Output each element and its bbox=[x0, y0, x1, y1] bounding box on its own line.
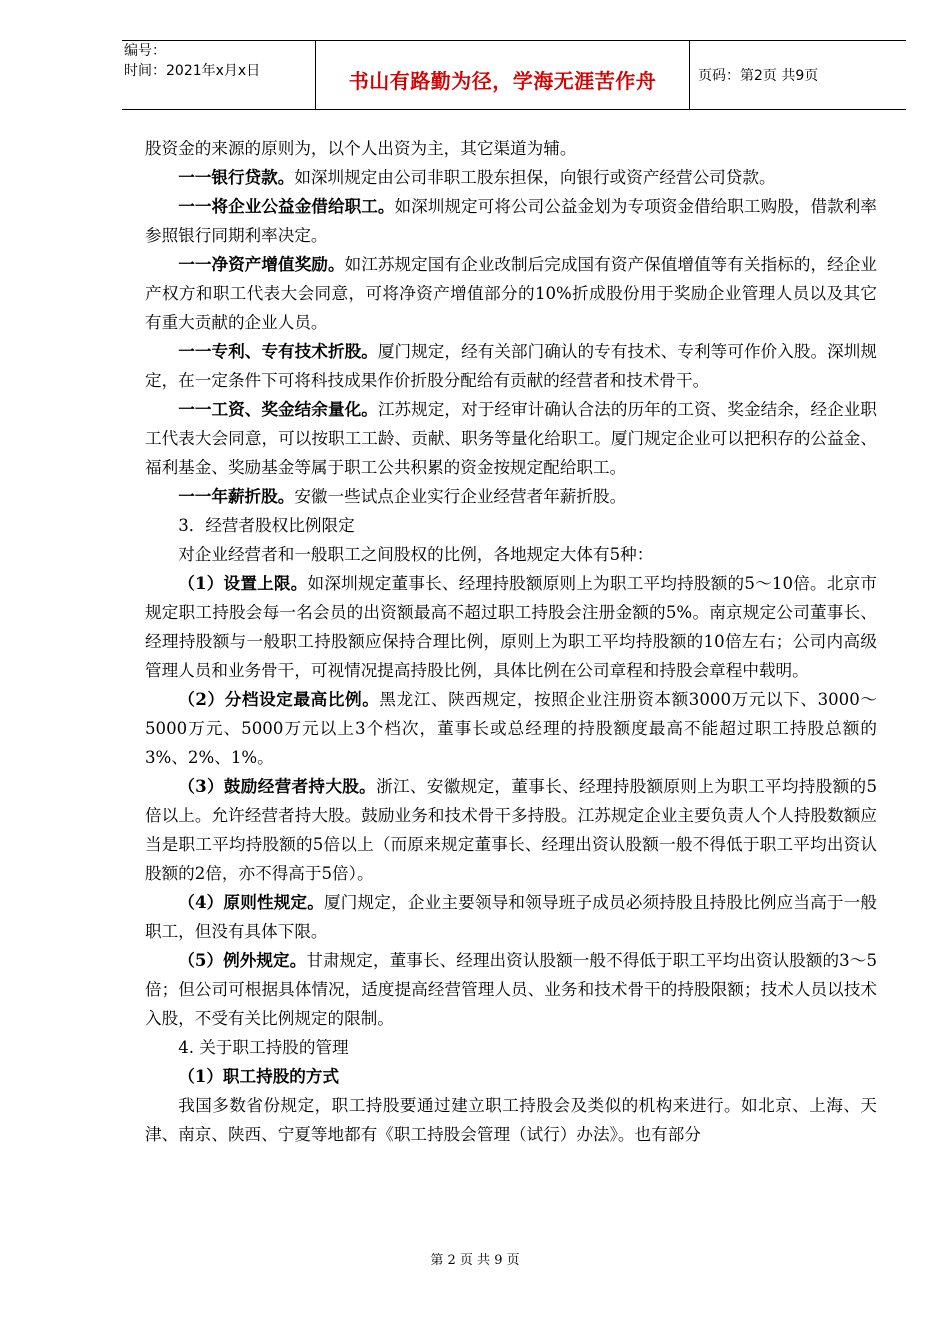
paragraph-12: （4）原则性规定。厦门规定，企业主要领导和领导班子成员必须持股且持股比例应当高于一般职工，但没有具体下限。 bbox=[145, 892, 878, 941]
header-motto-cell bbox=[316, 41, 690, 109]
paragraph-10: （2）分档设定最高比例。黑龙江、陕西规定，按照企业注册资本额3000万元以下、3000～5000万元、5000万元以上3个档次，董事长或总经理的持股额度最高不能超过职工持股总额的3%、2%、1%。 bbox=[145, 689, 877, 767]
paragraph-3: 一一净资产增值奖励。如江苏规定国有企业改制后完成国有资产保值增值等有关指标的，经企业产权方和职工代表大会同意，可将净资产增值部分的10%折成股份用于奖励企业管理人员以及其它有重大贡献的企业人员。 bbox=[145, 254, 878, 332]
serial-label: 编号： bbox=[124, 43, 166, 59]
paragraph-8: 对企业经营者和一般职工之间股权的比例，各地规定大体有5种： bbox=[178, 545, 654, 564]
paragraph-0: 股资金的来源的原则为，以个人出资为主，其它渠道为辅。 bbox=[145, 139, 577, 158]
section-heading-3: 3．经营者股权比例限定 bbox=[178, 516, 355, 535]
section-heading-4: 4. 关于职工持股的管理 bbox=[178, 1038, 349, 1057]
paragraph-9: （1）设置上限。如深圳规定董事长、经理持股额原则上为职工平均持股额的5～10倍。北京市规定职工持股会每一名会员的出资额最高不超过职工持股会注册金额的5%。南京规定公司董事长、经理持股额与一般职工持股额应保持合理比例，原则上为职工平均持股额的10倍左右；公司内高级管理人员和业务骨干，可视情况提高持股比例，具体比例在公司章程和持股会章程中载明。 bbox=[145, 573, 878, 680]
paragraph-5: 一一工资、奖金结余量化。江苏规定，对于经审计确认合法的历年的工资、奖金结余，经企业职工代表大会同意，可以按职工工龄、贡献、职务等量化给职工。厦门规定企业可以把积存的公益金、福利基金、奖励基金等属于职工公共积累的资金按规定配给职工。 bbox=[145, 399, 878, 477]
paragraph-1: 一一银行贷款。如深圳规定由公司非职工股东担保，向银行或资产经营公司贷款。 bbox=[178, 167, 776, 187]
time-label: 时间：2021年x月x日 bbox=[124, 63, 261, 79]
paragraph-4: 一一专利、专有技术折股。厦门规定，经有关部门确认的专有技术、专利等可作价入股。深圳规定，在一定条件下可将科技成果作价折股分配给有贡献的经营者和技术骨干。 bbox=[145, 341, 878, 390]
header-motto: 书山有路勤为径，学海无涯苦作舟 bbox=[348, 69, 657, 93]
page-header bbox=[122, 40, 906, 110]
subheading-1: （1）职工持股的方式 bbox=[178, 1066, 340, 1086]
page-footer: 第 2 页 共 9 页 bbox=[430, 1253, 520, 1268]
paragraph-16: 我国多数省份规定，职工持股要通过建立职工持股会及类似的机构来进行。如北京、上海、天津、南京、陕西、宁夏等地都有《职工持股会管理（试行）办法》。也有部分 bbox=[145, 1096, 877, 1144]
paragraph-13: （5）例外规定。甘肃规定，董事长、经理出资认股额一般不得低于职工平均出资认股额的3～5倍；但公司可根据具体情况，适度提高经营管理人员、业务和技术骨干的持股限额；技术人员以技术入股，不受有关比例规定的限制。 bbox=[145, 950, 878, 1028]
paragraph-2: 一一将企业公益金借给职工。如深圳规定可将公司公益金划为专项资金借给职工购股，借款利率参照银行同期利率决定。 bbox=[145, 196, 877, 245]
header-page-info: 页码：第2页 共9页 bbox=[698, 68, 819, 84]
document-body bbox=[145, 134, 877, 1149]
header-meta bbox=[122, 41, 316, 109]
header-page-cell bbox=[690, 41, 906, 109]
paragraph-11: （3）鼓励经营者持大股。浙江、安徽规定，董事长、经理持股额原则上为职工平均持股额的5倍以上。允许经营者持大股。鼓励业务和技术骨干多持股。江苏规定企业主要负责人个人持股数额应当是职工平均持股额的5倍以上（而原来规定董事长、经理出资认股额一般不得低于职工平均出资认股额的2倍，亦不得高于5倍）。 bbox=[145, 776, 877, 883]
paragraph-6: 一一年薪折股。安徽一些试点企业实行企业经营者年薪折股。 bbox=[178, 486, 627, 506]
